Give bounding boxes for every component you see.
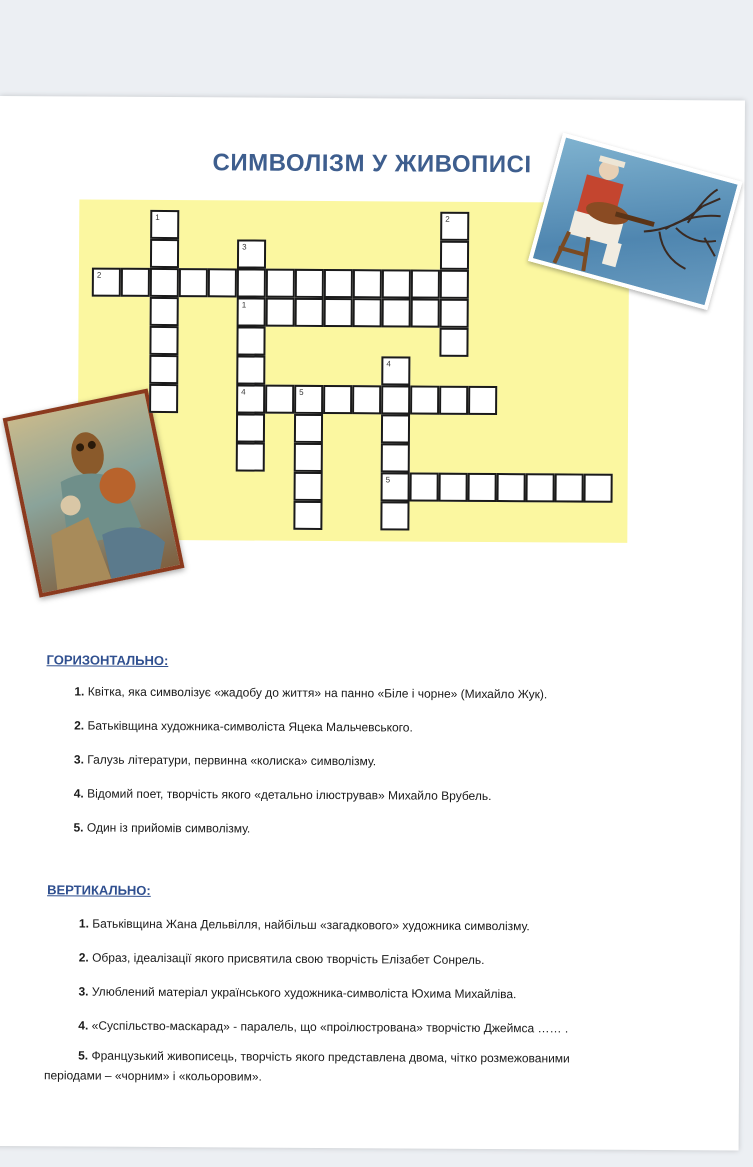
crossword-cell[interactable] <box>236 413 265 442</box>
crossword-cell[interactable] <box>497 473 526 502</box>
cell-number: 4 <box>386 359 391 369</box>
crossword-cell[interactable] <box>352 385 381 414</box>
crossword-cell[interactable] <box>237 239 266 268</box>
vertical-clue-3: 3. Улюблений матеріал українського художника-символіста Юхима Михайліва. <box>78 984 517 1002</box>
crossword-cell[interactable] <box>411 299 440 328</box>
horizontal-clue-4: 4. Відомий поет, творчість якого «детально ілюстрував» Михайло Врубель. <box>73 786 492 804</box>
crossword-cell[interactable] <box>584 474 613 503</box>
crossword-cell[interactable] <box>381 385 410 414</box>
vertical-clue-5: 5. Французький живописець, творчість якого представлена двома, чітко розмежованими <box>78 1048 570 1066</box>
vertical-clue-2: 2. Образ, ідеалізації якого присвятила свою творчість Елізабет Сонрель. <box>78 950 485 967</box>
crossword-cell[interactable] <box>265 385 294 414</box>
cell-number: 5 <box>299 387 304 397</box>
cell-number: 4 <box>241 387 246 397</box>
crossword-cell[interactable] <box>353 298 382 327</box>
crossword-cell[interactable] <box>149 326 178 355</box>
crossword-cell[interactable] <box>236 355 265 384</box>
crossword-cell[interactable] <box>208 268 237 297</box>
crossword-cell[interactable] <box>382 269 411 298</box>
crossword-cell[interactable] <box>440 241 469 270</box>
crossword-cell[interactable] <box>353 269 382 298</box>
crossword-cell[interactable] <box>295 269 324 298</box>
cell-number: 1 <box>155 212 160 222</box>
crossword-cell[interactable] <box>324 298 353 327</box>
crossword-cell[interactable] <box>236 326 265 355</box>
crossword-cell[interactable] <box>236 384 265 413</box>
crossword-cell[interactable] <box>149 384 178 413</box>
page-title: СИМВОЛІЗМ У ЖИВОПИСІ <box>212 149 532 179</box>
crossword-cell[interactable] <box>439 328 468 357</box>
crossword-cell[interactable] <box>237 268 266 297</box>
cell-number: 3 <box>242 242 247 252</box>
crossword-cell[interactable] <box>149 355 178 384</box>
cell-number: 1 <box>241 300 247 310</box>
crossword-cell[interactable] <box>411 270 440 299</box>
horizontal-heading: ГОРИЗОНТАЛЬНО: <box>46 652 169 669</box>
crossword-cell[interactable] <box>236 442 265 471</box>
horizontal-clue-2: 2. Батьківщина художника-символіста Яцека Мальчевського. <box>74 718 413 735</box>
crossword-cell[interactable] <box>439 386 468 415</box>
horizontal-clue-1: 1. Квітка, яка символізує «жадобу до життя» на панно «Біле і чорне» (Михайло Жук). <box>74 684 548 702</box>
vertical-clue-1: 1. Батьківщина Жана Дельвілля, найбільш «загадкового» художника символізму. <box>78 916 530 934</box>
crossword-cell[interactable] <box>294 385 323 414</box>
crossword-cell[interactable] <box>294 443 323 472</box>
crossword-cell[interactable] <box>381 443 410 472</box>
crossword-cell[interactable] <box>380 501 409 530</box>
crossword-cell[interactable] <box>294 472 323 501</box>
crossword-cell[interactable] <box>439 473 468 502</box>
crossword-cell[interactable] <box>381 414 410 443</box>
crossword-cell[interactable] <box>293 501 322 530</box>
crossword-cell[interactable] <box>555 473 584 502</box>
crossword-cell[interactable] <box>410 473 439 502</box>
crossword-cell[interactable] <box>323 385 352 414</box>
crossword-cell[interactable] <box>150 210 179 239</box>
horizontal-clue-3: 3. Галузь літератури, первинна «колиска» символізму. <box>73 752 377 769</box>
cell-number: 2 <box>96 270 102 280</box>
crossword-cell[interactable] <box>526 473 555 502</box>
vertical-clue-4: 4. «Суспільство-маскарад» - паралель, що «проілюстрована» творчістю Джеймса …… . <box>78 1018 569 1036</box>
vertical-clue-5-cont: періодами – «чорним» і «кольоровим». <box>43 1068 262 1084</box>
crossword-cell[interactable] <box>150 239 179 268</box>
horizontal-clue-5: 5. Один із прийомів символізму. <box>73 820 251 836</box>
crossword-cell[interactable] <box>237 297 266 326</box>
crossword-cell[interactable] <box>150 268 179 297</box>
crossword-cell[interactable] <box>324 269 353 298</box>
crossword-cell[interactable] <box>440 212 469 241</box>
crossword-cell[interactable] <box>440 299 469 328</box>
crossword-cell[interactable] <box>92 268 121 297</box>
worksheet-page <box>0 96 745 1151</box>
crossword-cell[interactable] <box>179 268 208 297</box>
vertical-heading: ВЕРТИКАЛЬНО: <box>47 882 151 898</box>
crossword-cell[interactable] <box>294 414 323 443</box>
crossword-cell[interactable] <box>410 386 439 415</box>
crossword-cell[interactable] <box>121 268 150 297</box>
crossword-cell[interactable] <box>266 269 295 298</box>
crossword-cell[interactable] <box>468 473 497 502</box>
crossword-cell[interactable] <box>382 298 411 327</box>
cell-number: 2 <box>445 214 450 224</box>
crossword-cell[interactable] <box>440 270 469 299</box>
crossword-cell[interactable] <box>381 356 410 385</box>
crossword-cell[interactable] <box>468 386 497 415</box>
crossword-cell[interactable] <box>266 298 295 327</box>
crossword-cell[interactable] <box>150 297 179 326</box>
crossword-cell[interactable] <box>295 298 324 327</box>
cell-number: 5 <box>385 475 391 485</box>
crossword-cell[interactable] <box>381 472 410 501</box>
